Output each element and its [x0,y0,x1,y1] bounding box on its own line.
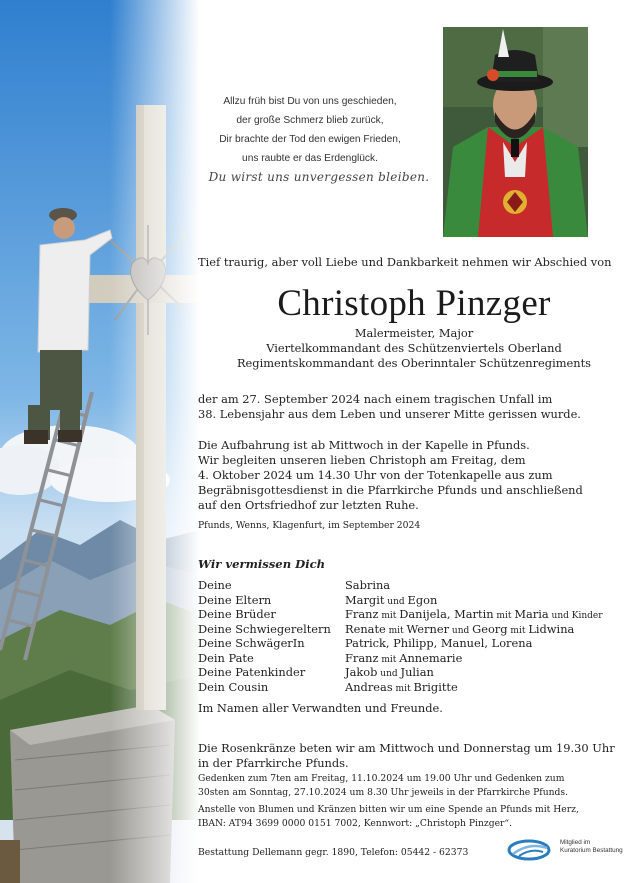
mourner-name-part: Egon [407,592,438,607]
mourner-row [198,680,628,695]
funeral-line: auf den Ortsfriedhof zur letzten Ruhe. [198,498,419,512]
mourner-name-part: Sabrina [345,578,391,592]
mourner-name-part: Annemarie [399,650,463,665]
mourner-name-part: und [377,669,401,679]
funeral-line: Begräbnisgottesdienst in die Pfarrkirche Pfunds und anschließend [198,483,583,497]
funeral-line: Die Aufbahrung ist ab Mittwoch in der Kapelle in Pfunds. [198,438,530,452]
handwritten-line: Du wirst uns unvergessen bleiben. [208,170,430,184]
death-notice-line: 38. Lebensjahr aus dem Leben und unserer Mitte gerissen wurde. [198,407,581,421]
poem [200,92,420,168]
mourners-title: Wir vermissen Dich [198,557,326,571]
logo-line: Kuratorium Bestattung [560,846,623,854]
mourner-name-part: mit [378,611,400,621]
mourner-names [345,622,574,636]
mourner-name-part: und [449,625,473,636]
mourner-name-part: Jakob [345,665,378,679]
mourner-name-part: Renate [345,621,386,636]
mourner-names [345,651,462,665]
mourner-row [198,651,628,666]
mourner-name-part: mit [507,625,529,636]
mourner-name-part: Margit [345,592,385,607]
mourner-row [198,578,628,593]
donation-line: IBAN: AT94 3699 0000 0151 7002, Kennwort: „Christoph Pinzger“. [198,818,513,829]
donation-line: Anstelle von Blumen und Kränzen bitten wir um eine Spende an Pfunds mit Herz, [198,804,579,815]
mourner-name-part: mit [392,683,414,694]
mourner-relation: Deine Brüder [198,607,276,621]
mourner-names [345,636,532,650]
place-date: Pfunds, Wenns, Klagenfurt, im September 2024 [198,520,421,531]
mourner-name-part: Maria [514,607,549,621]
mourner-row [198,622,628,637]
undertaker-footer: Bestattung Dellemann gegr. 1890, Telefon: 05442 - 62373 [198,847,469,858]
mourner-names [345,607,603,621]
mourners-list [198,578,628,694]
death-notice [198,392,618,422]
mourner-row [198,593,628,608]
mourner-names [345,680,458,694]
mourner-names [345,665,434,679]
mourner-relation: Deine Patenkinder [198,665,306,679]
mourner-name-part: Lidwina [528,621,575,636]
poem-line: Dir brachte der Tod den ewigen Frieden, [219,134,401,145]
memorial-line: Gedenken zum 7ten am Freitag, 11.10.2024 um 19.00 Uhr und Gedenken zum [198,773,565,784]
mourner-name-part: und Kinder [548,611,603,621]
mourner-names [345,578,390,592]
mourner-row [198,607,628,622]
poem-line: uns raubte er das Erdenglück. [242,153,378,164]
death-notice-line: der am 27. September 2024 nach einem tragischen Unfall im [198,392,553,406]
mourner-name-part: Patrick, Philipp, Manuel, Lorena [345,636,533,650]
summit-cross-photo [0,0,200,883]
mourner-name-part: Andreas [345,679,393,694]
rosary-info [198,741,618,771]
title-line: Viertelkommandant des Schützenviertels Oberland [266,341,562,355]
mourner-name-part: Julian [400,665,434,679]
mourner-name-part: Danijela, Martin [399,607,494,621]
poem-line: Allzu früh bist Du von uns geschieden, [223,96,397,107]
memorial-line: 30sten am Sonntag, 27.10.2024 um 8.30 Uhr jeweils in der Pfarrkirche Pfunds. [198,787,569,798]
funeral-line: Wir begleiten unseren lieben Christoph am Freitag, dem [198,453,526,467]
rosary-line: Die Rosenkränze beten wir am Mittwoch und Donnerstag um 19.30 Uhr [198,741,615,755]
mourner-name-part: mit [385,625,407,636]
mourner-name-part: Brigitte [413,679,458,694]
title-line: Regimentskommandant des Oberinntaler Schützenregiments [236,356,592,370]
funeral-info [198,438,618,513]
mourner-relation: Dein Cousin [198,679,269,694]
mourner-relation: Deine [198,578,232,592]
mourner-relation: Deine Schwiegereltern [198,621,331,636]
closing-line: Im Namen aller Verwandten und Freunde. [198,701,443,715]
deceased-titles [198,326,630,371]
funeral-line: 4. Oktober 2024 um 14.30 Uhr von der Totenkapelle aus zum [198,468,553,482]
mourner-relation: Dein Pate [198,650,254,665]
mourner-name-part: Franz [345,650,379,665]
mourner-relation: Deine Eltern [198,592,272,607]
mourner-name-part: Georg [472,621,508,636]
intro-text: Tief traurig, aber voll Liebe und Dankbarkeit nehmen wir Abschied von [198,255,612,269]
logo-line: Mitglied im [560,839,591,846]
portrait-photo [443,27,588,237]
mourner-name-part: und [384,596,408,607]
mourner-name-part: mit [493,611,515,621]
mourner-names [345,593,437,607]
mourner-row [198,665,628,680]
memorial-info [198,772,628,800]
poem-line: der große Schmerz blieb zurück, [236,115,384,126]
donation-info [198,803,628,831]
logo-caption [560,839,623,854]
mourner-name-part: Werner [406,621,450,636]
rosary-line: in der Pfarrkirche Pfunds. [198,756,349,770]
mourner-relation: Deine SchwägerIn [198,636,305,650]
mourner-name-part: mit [378,654,400,665]
title-line: Malermeister, Major [354,326,474,340]
mourner-row [198,636,628,651]
mourner-name-part: Franz [345,607,379,621]
deceased-name: Christoph Pinzger [277,283,551,324]
